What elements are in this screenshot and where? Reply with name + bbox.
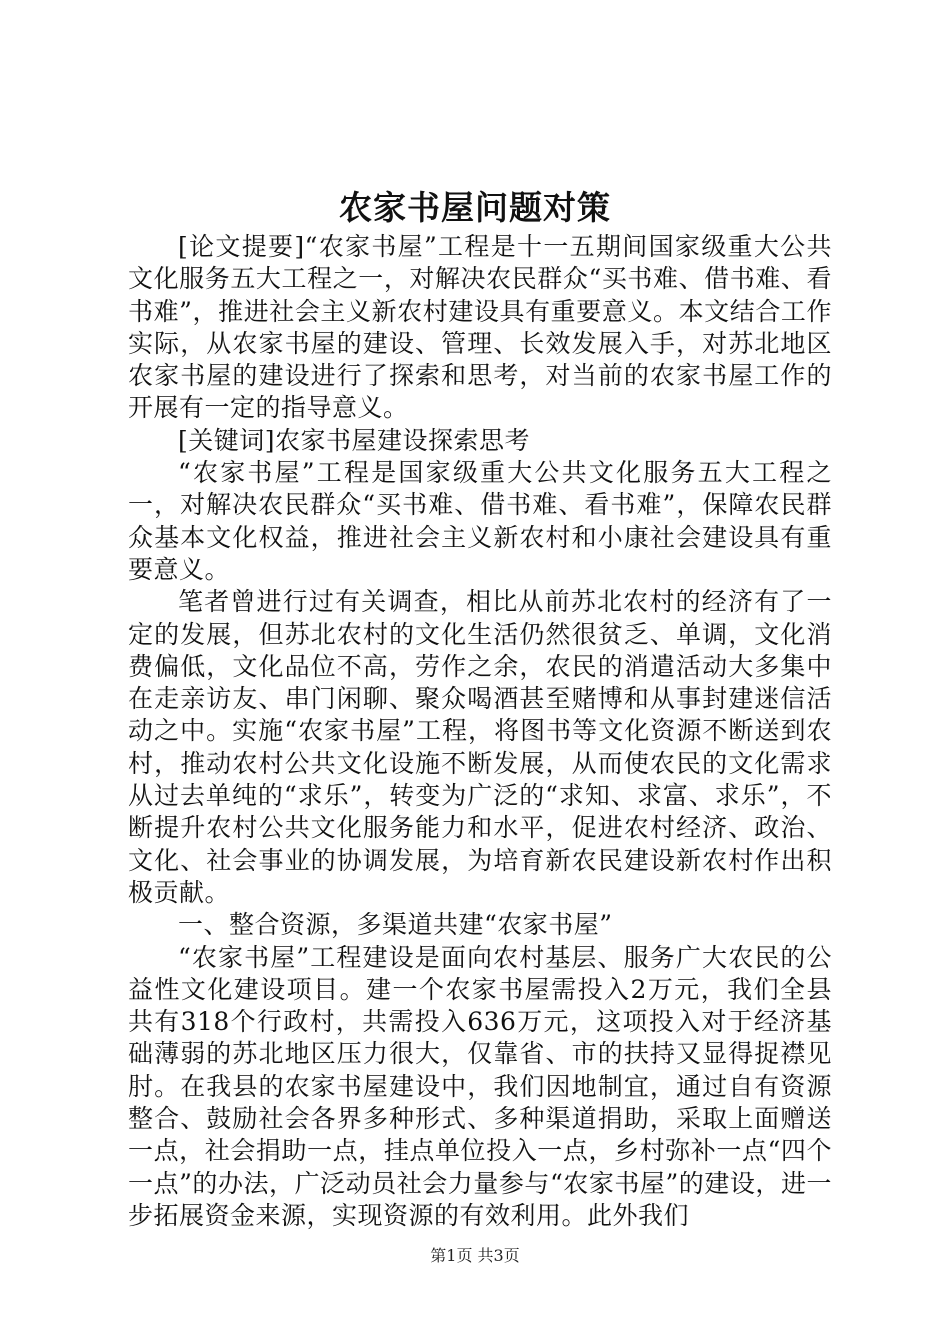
abstract-paragraph: [论文提要]“农家书屋”工程是十一五期间国家级重大公共文化服务五大工程之一，对解决农民群众“买书难、借书难、看书难”，推进社会主义新农村建设具有重要意义。本文结合工作实际，从农家书屋的建设、管理、长效发展入手，对苏北地区农家书屋的建设进行了探索和思考，对当前的农家书屋工作的开展有一定的指导意义。 — [128, 232, 832, 423]
keywords-paragraph: [关键词]农家书屋建设探索思考 — [178, 425, 531, 455]
page-footer: 第1页 共3页 — [430, 1246, 520, 1265]
body-paragraph: “农家书屋”工程是国家级重大公共文化服务五大工程之一，对解决农民群众“买书难、借书难、看书难”，保障农民群众基本文化权益，推进社会主义新农村和小康社会建设具有重要意义。 — [128, 458, 832, 584]
section-heading: 一、整合资源，多渠道共建“农家书屋” — [178, 910, 613, 940]
body-paragraph: “农家书屋”工程建设是面向农村基层、服务广大农民的公益性文化建设项目。建一个农家书屋需投入2万元，我们全县共有318个行政村，共需投入636万元，这项投入对于经济基础薄弱的苏北地区压力很大，仅靠省、市的扶持又显得捉襟见肘。在我县的农家书屋建设中，我们因地制宜，通过自有资源整合、鼓励社会各界多种形式、多种渠道捐助，采取上面赠送一点，社会捐助一点，挂点单位投入一点，乡村弥补一点“四个一点”的办法，广泛动员社会力量参与“农家书屋”的建设，进一步拓展资金来源，实现资源的有效利用。此外我们 — [128, 942, 832, 1230]
document-body — [128, 231, 832, 1232]
body-paragraph: 笔者曾进行过有关调查，相比从前苏北农村的经济有了一定的发展，但苏北农村的文化生活仍然很贫乏、单调，文化消费偏低，文化品位不高，劳作之余，农民的消遣活动大多集中在走亲访友、串门闲聊、聚众喝酒甚至赌博和从事封建迷信活动之中。实施“农家书屋”工程，将图书等文化资源不断送到农村，推动农村公共文化设施不断发展，从而使农民的文化需求从过去单纯的“求乐”，转变为广泛的“求知、求富、求乐”，不断提升农村公共文化服务能力和水平，促进农村经济、政治、文化、社会事业的协调发展，为培育新农民建设新农村作出积极贡献。 — [128, 587, 832, 907]
document-title: 农家书屋问题对策 — [339, 188, 611, 227]
